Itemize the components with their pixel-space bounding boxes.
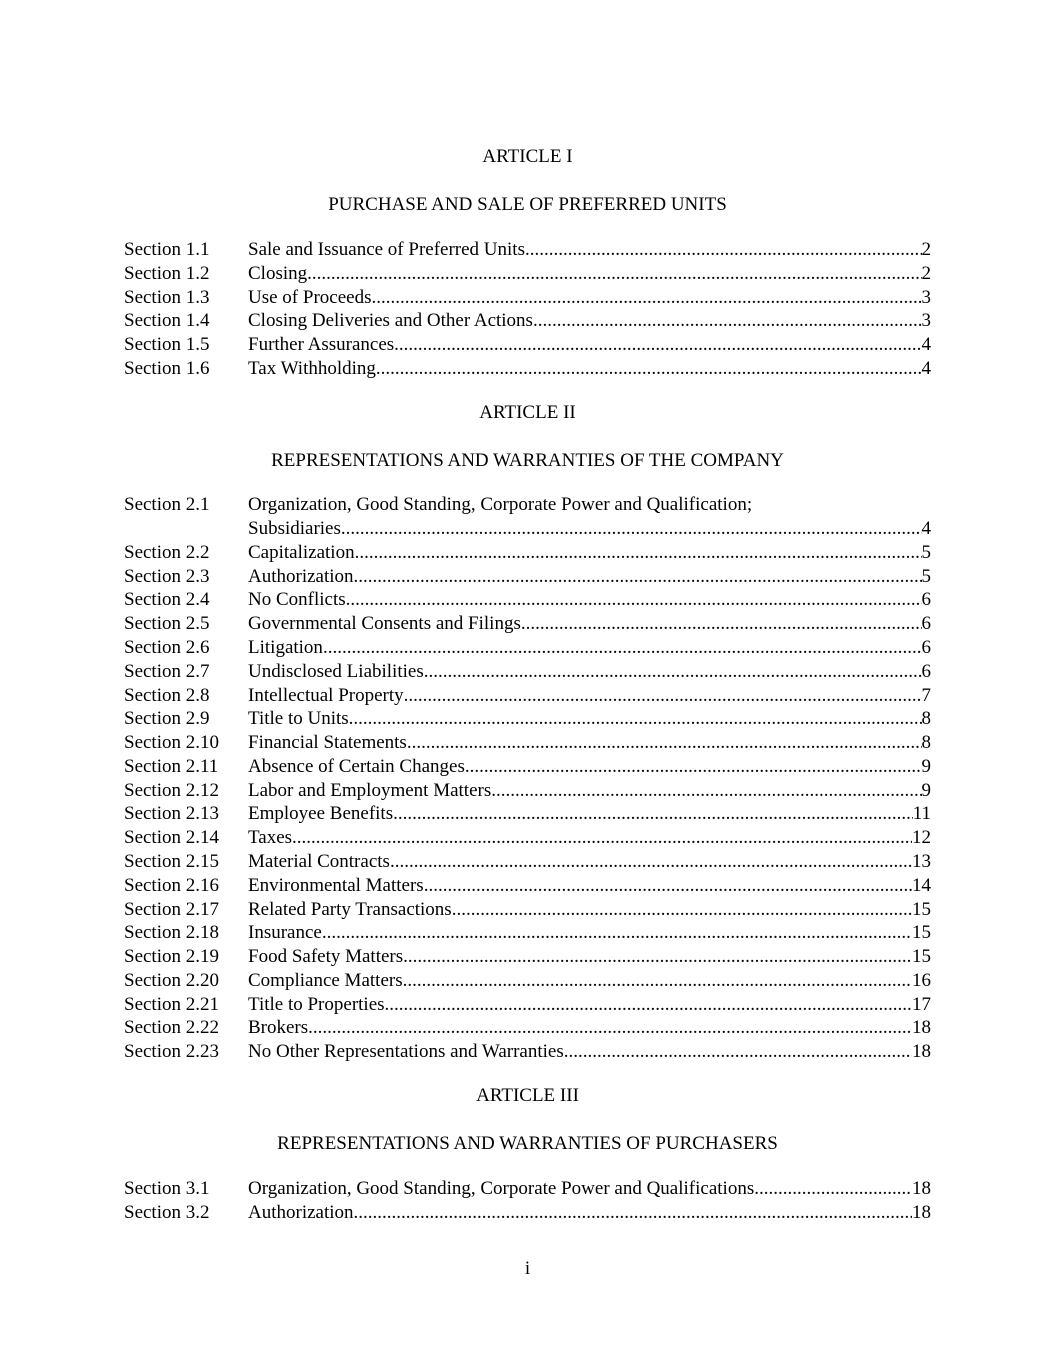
page-ref: 6: [921, 637, 931, 658]
toc-entry[interactable]: [124, 826, 931, 850]
dot-leader: [403, 945, 912, 969]
toc-entry[interactable]: [124, 945, 931, 969]
dot-leader: [341, 517, 922, 541]
section-number: Section 2.8: [124, 685, 210, 706]
dot-leader: [525, 238, 922, 262]
page-ref: 18: [912, 1041, 931, 1062]
section-number: Section 2.7: [124, 661, 210, 682]
section-title: Material Contracts: [248, 851, 390, 872]
dot-leader: [308, 1016, 912, 1040]
dot-leader: [354, 565, 922, 589]
page-ref: 4: [921, 517, 931, 539]
dot-leader: [403, 969, 912, 993]
page-ref: 14: [912, 875, 931, 896]
dot-leader: [754, 1177, 912, 1201]
section-title: Closing: [248, 263, 308, 284]
toc-entry[interactable]: [124, 612, 931, 636]
page-ref: 11: [912, 803, 931, 824]
dot-leader: [385, 993, 912, 1017]
page-ref: 5: [921, 542, 931, 563]
dot-leader: [491, 779, 921, 803]
toc-entry[interactable]: [124, 684, 931, 708]
section-title: Financial Statements: [248, 732, 407, 753]
page-ref: 17: [912, 994, 931, 1015]
dot-leader: [371, 286, 921, 310]
page-ref: 16: [912, 970, 931, 991]
section-number: Section 2.21: [124, 994, 219, 1015]
page-ref: 18: [912, 1017, 931, 1038]
dot-leader: [376, 357, 922, 381]
section-title: Related Party Transactions: [248, 899, 452, 920]
section-number: Section 1.5: [124, 334, 210, 355]
section-number: Section 2.3: [124, 566, 210, 587]
dot-leader: [349, 707, 922, 731]
dot-leader: [393, 802, 913, 826]
section-number: Section 2.19: [124, 946, 219, 967]
toc-entry[interactable]: [124, 1201, 931, 1225]
dot-leader: [390, 850, 912, 874]
toc-entry[interactable]: [124, 1040, 931, 1064]
page-ref: 9: [921, 756, 931, 777]
article-heading: ARTICLE II: [479, 402, 576, 423]
toc-entry[interactable]: [124, 262, 931, 286]
page-ref: 6: [921, 661, 931, 682]
page-ref: 9: [921, 780, 931, 801]
section-number: Section 2.12: [124, 780, 219, 801]
section-number: Section 2.22: [124, 1017, 219, 1038]
dot-leader: [355, 541, 922, 565]
section-title: Insurance: [248, 922, 322, 943]
section-title-continued: Subsidiaries: [248, 517, 341, 539]
page-ref: 4: [921, 358, 931, 379]
page-ref: 3: [921, 310, 931, 331]
page-ref: 4: [921, 334, 931, 355]
section-number: Section 3.1: [124, 1178, 210, 1199]
page-ref: 15: [912, 922, 931, 943]
section-title: Organization, Good Standing, Corporate Power and Qualifications: [248, 1178, 755, 1199]
toc-entry[interactable]: [124, 565, 931, 589]
section-number: Section 1.1: [124, 239, 210, 260]
page-ref: 6: [921, 613, 931, 634]
page-ref: 7: [921, 685, 931, 706]
page-ref: 12: [912, 827, 931, 848]
toc-entry[interactable]: [124, 898, 931, 922]
section-number: Section 3.2: [124, 1202, 210, 1223]
section-title: Governmental Consents and Filings: [248, 613, 521, 634]
section-number: Section 2.13: [124, 803, 219, 824]
section-title: Organization, Good Standing, Corporate Power and Qualification;: [248, 494, 753, 515]
section-number: Section 2.10: [124, 732, 219, 753]
dot-leader: [322, 921, 912, 945]
toc-entry[interactable]: [124, 755, 931, 779]
toc-entry[interactable]: [124, 969, 931, 993]
page-ref: 15: [912, 899, 931, 920]
section-title: Litigation: [248, 637, 323, 658]
toc-entry[interactable]: [124, 779, 931, 803]
dot-leader: [533, 309, 922, 333]
toc-entry[interactable]: [124, 541, 931, 565]
toc-entry[interactable]: [124, 238, 931, 262]
page-ref: 8: [921, 708, 931, 729]
section-number: Section 2.2: [124, 542, 210, 563]
page-ref: 18: [912, 1202, 931, 1223]
toc-entry[interactable]: [124, 850, 931, 874]
page-ref: 13: [912, 851, 931, 872]
page-ref: 8: [921, 732, 931, 753]
section-title: Intellectual Property: [248, 685, 404, 706]
section-title: Sale and Issuance of Preferred Units: [248, 239, 525, 260]
article-heading: ARTICLE III: [476, 1085, 579, 1106]
section-title: Use of Proceeds: [248, 287, 372, 308]
article-title: PURCHASE AND SALE OF PREFERRED UNITS: [328, 194, 727, 215]
section-number: Section 1.4: [124, 310, 210, 331]
section-title: Taxes: [248, 827, 293, 848]
section-title: Employee Benefits: [248, 803, 394, 824]
section-number: Section 2.18: [124, 922, 219, 943]
section-title: Food Safety Matters: [248, 946, 404, 967]
toc-entry[interactable]: [124, 636, 931, 660]
dot-leader: [407, 731, 922, 755]
dot-leader: [292, 826, 912, 850]
toc-entry[interactable]: [124, 921, 931, 945]
toc-entry[interactable]: [124, 357, 931, 381]
page-ref: 15: [912, 946, 931, 967]
section-number: Section 2.14: [124, 827, 219, 848]
toc-entry[interactable]: [124, 286, 931, 310]
section-title: Capitalization: [248, 542, 355, 563]
dot-leader: [346, 588, 922, 612]
dot-leader: [323, 636, 922, 660]
article-title: REPRESENTATIONS AND WARRANTIES OF THE COMPANY: [271, 450, 784, 471]
toc-entry[interactable]: [124, 874, 931, 898]
toc-entry[interactable]: [124, 493, 931, 541]
section-title: Authorization: [248, 566, 354, 587]
toc-entry[interactable]: [124, 1016, 931, 1040]
section-title: Closing Deliveries and Other Actions: [248, 310, 533, 331]
section-title: Title to Properties: [248, 994, 385, 1015]
toc-entry[interactable]: [124, 588, 931, 612]
page-ref: 3: [921, 287, 931, 308]
dot-leader: [404, 684, 922, 708]
section-number: Section 2.20: [124, 970, 219, 991]
section-title: No Conflicts: [248, 589, 346, 610]
section-number: Section 1.2: [124, 263, 210, 284]
section-number: Section 2.11: [124, 756, 219, 777]
dot-leader: [452, 898, 912, 922]
section-number: Section 2.16: [124, 875, 219, 896]
toc-entry[interactable]: [124, 660, 931, 684]
section-number: Section 1.3: [124, 287, 210, 308]
toc-entry[interactable]: [124, 309, 931, 333]
section-number: Section 2.15: [124, 851, 219, 872]
dot-leader: [521, 612, 922, 636]
toc-entry[interactable]: [124, 993, 931, 1017]
section-number: Section 2.5: [124, 613, 210, 634]
section-title: Absence of Certain Changes: [248, 756, 465, 777]
page-ref: 5: [921, 566, 931, 587]
dot-leader: [307, 262, 921, 286]
dot-leader: [394, 333, 921, 357]
dot-leader: [465, 755, 922, 779]
section-number: Section 2.4: [124, 589, 210, 610]
section-title: Undisclosed Liabilities: [248, 661, 424, 682]
dot-leader: [564, 1040, 912, 1064]
section-title: Labor and Employment Matters: [248, 780, 492, 801]
dot-leader: [354, 1201, 912, 1225]
page-ref: 2: [921, 239, 931, 260]
section-number: Section 2.23: [124, 1041, 219, 1062]
section-number: Section 2.9: [124, 708, 210, 729]
section-title: Environmental Matters: [248, 875, 424, 896]
section-title: Title to Units: [248, 708, 349, 729]
section-title: Further Assurances: [248, 334, 395, 355]
toc-entry[interactable]: [124, 333, 931, 357]
section-number: Section 2.17: [124, 899, 219, 920]
dot-leader: [424, 660, 922, 684]
article-heading: ARTICLE I: [482, 146, 573, 167]
toc-entry[interactable]: [124, 1177, 931, 1201]
section-title: Brokers: [248, 1017, 309, 1038]
section-number: Section 1.6: [124, 358, 210, 379]
section-title: Authorization: [248, 1202, 354, 1223]
section-title: No Other Representations and Warranties: [248, 1041, 564, 1062]
page-number: i: [524, 1258, 531, 1279]
section-number: Section 2.1: [124, 494, 210, 515]
dot-leader: [424, 874, 912, 898]
section-title: Compliance Matters: [248, 970, 403, 991]
article-title: REPRESENTATIONS AND WARRANTIES OF PURCHASERS: [277, 1133, 778, 1154]
toc-entry[interactable]: [124, 707, 931, 731]
toc-entry[interactable]: [124, 802, 931, 826]
section-title: Tax Withholding: [248, 358, 376, 379]
page-ref: 6: [921, 589, 931, 610]
section-number: Section 2.6: [124, 637, 210, 658]
page-ref: 18: [912, 1178, 931, 1199]
toc-entry[interactable]: [124, 731, 931, 755]
page-ref: 2: [921, 263, 931, 284]
